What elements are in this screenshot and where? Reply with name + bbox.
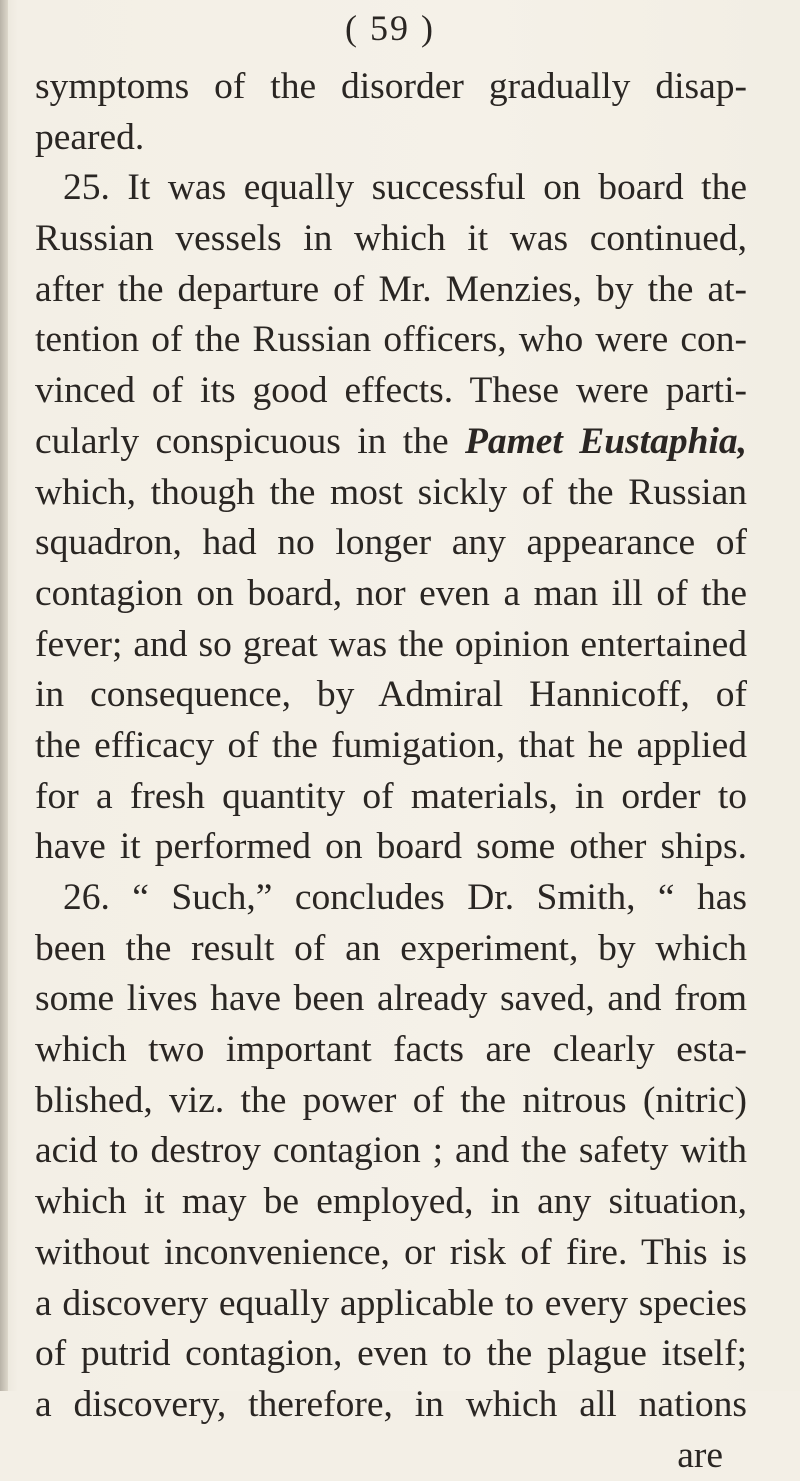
text-line: been the result of an experiment, by which xyxy=(35,927,747,969)
text-line: have it performed on board some other ships. xyxy=(35,826,747,868)
catchword: are xyxy=(677,1434,723,1476)
text-line: without inconvenience, or risk of fire. This is xyxy=(35,1231,747,1273)
body-text xyxy=(35,62,747,1481)
text-line: tention of the Russian officers, who were con- xyxy=(35,319,747,361)
text-line: vinced of its good effects. These were parti- xyxy=(35,370,747,412)
text-line: squadron, had no longer any appearance of xyxy=(35,522,747,564)
text-line: a discovery, therefore, in which all nations xyxy=(35,1383,747,1425)
text-line: the efficacy of the fumigation, that he applied xyxy=(35,724,747,766)
text-line: 26. “ Such,” concludes Dr. Smith, “ has xyxy=(63,877,747,918)
page-number: ( 59 ) xyxy=(345,8,435,48)
text-line: some lives have been already saved, and from xyxy=(35,978,747,1020)
text-line: 25. It was equally successful on board the xyxy=(63,167,747,209)
text-line: for a fresh quantity of materials, in order to xyxy=(35,775,747,817)
text-line: symptoms of the disorder gradually disap- xyxy=(35,66,747,107)
text-line: Russian vessels in which it was continued, xyxy=(35,218,747,260)
text-line: acid to destroy contagion ; and the safety with xyxy=(35,1130,747,1172)
text-line: blished, viz. the power of the nitrous (nitric) xyxy=(35,1079,747,1121)
text-line: in consequence, by Admiral Hannicoff, of xyxy=(35,674,747,716)
page-gutter-shadow xyxy=(0,0,8,1391)
text-line: peared. xyxy=(35,116,145,158)
text-line xyxy=(35,417,747,468)
text-line: after the departure of Mr. Menzies, by the at- xyxy=(35,268,747,310)
text-line: which it may be employed, in any situation, xyxy=(35,1181,747,1223)
text-line: fever; and so great was the opinion entertained xyxy=(35,623,747,665)
ship-name: Pamet Eustaphia, xyxy=(464,420,747,462)
text-line-start: cularly conspicuous in the xyxy=(35,420,465,462)
text-line: contagion on board, nor even a man ill of the xyxy=(35,572,747,614)
text-line: of putrid contagion, even to the plague itself; xyxy=(35,1333,747,1375)
text-line: which two important facts are clearly esta- xyxy=(35,1029,747,1071)
text-line: which, though the most sickly of the Russian xyxy=(35,471,747,513)
text-line: a discovery equally applicable to every species xyxy=(35,1282,747,1324)
